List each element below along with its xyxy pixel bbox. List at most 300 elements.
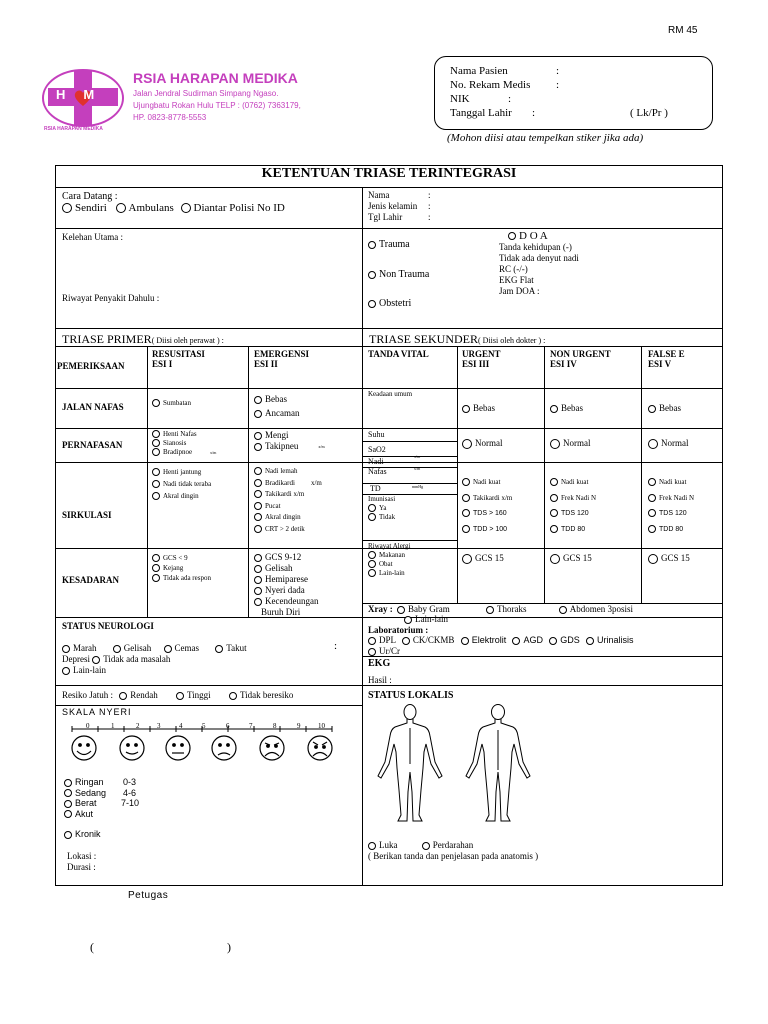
radio-sk-nonurgent-tds[interactable] (550, 506, 596, 522)
option-label: Tidak (379, 513, 396, 521)
radio-icon (254, 513, 262, 521)
radio-sumbatan[interactable] (152, 399, 191, 407)
option-label: Akut (75, 808, 94, 819)
radio-kejang[interactable] (152, 563, 211, 573)
logo-letters: HM (56, 87, 113, 102)
option-label: Bradipnoe (163, 448, 193, 456)
radio-icon (152, 468, 160, 476)
kesadaran-emergensi (254, 552, 318, 618)
option-label: Nyeri dada (265, 585, 305, 595)
option-label: Gelisah (123, 643, 152, 653)
option-label: Frek Nadi N (561, 494, 596, 502)
sirkulasi-urgent (462, 474, 512, 538)
pain-levels (64, 777, 140, 819)
col-text: ESI V (648, 359, 672, 369)
identity-fields: Nama : Jenis kelamin : Tgl Lahir : (368, 190, 431, 222)
radio-bebas[interactable] (254, 392, 299, 406)
doa-line: RC (-/-) (499, 264, 528, 274)
radio-icon (254, 396, 262, 404)
option-label: Nadi kuat (473, 478, 501, 486)
radio-icon (648, 405, 656, 413)
radio-icon (462, 494, 470, 502)
pain-number: 8 (273, 722, 277, 730)
radio-polisi[interactable] (181, 202, 285, 214)
option-label: Sumbatan (163, 399, 191, 407)
radio-cemas[interactable] (164, 643, 200, 653)
sekunder-sub: ( Diisi oleh dokter ) : (478, 336, 546, 345)
radio-sk-nonurgent-nadi[interactable] (550, 474, 596, 490)
pain-number: 9 (297, 722, 301, 730)
label-keadaan-umum: Keadaan umum (368, 390, 413, 398)
option-label: GCS 9-12 (265, 552, 302, 562)
label-nama: Nama (368, 190, 390, 200)
body-anatomy-icon (368, 700, 548, 825)
unit-label: x/m (210, 450, 217, 455)
radio-sk-false-frek[interactable] (648, 490, 694, 506)
radio-tinggi[interactable] (176, 690, 211, 700)
radio-urinalisis[interactable] (586, 635, 634, 645)
option-label: Makanan (379, 551, 406, 559)
option-label: Akral dingin (265, 513, 301, 521)
radio-icon (254, 565, 262, 573)
label-ekg-hasil: Hasil : (368, 675, 392, 685)
radio-sk-urgent-tds[interactable] (462, 506, 512, 522)
radio-alergi-lain[interactable] (368, 569, 410, 578)
option-label: Luka (379, 840, 398, 850)
option-label: GCS 15 (661, 553, 690, 563)
radio-icon (368, 271, 376, 279)
option-label: Bebas (265, 394, 287, 404)
col-text: ESI I (152, 359, 173, 369)
radio-sk-false-nadi[interactable] (648, 474, 694, 490)
radio-sk-urgent-nadi[interactable] (462, 474, 512, 490)
radio-sk-false-tdd[interactable] (648, 522, 694, 538)
option-label: Sendiri (75, 202, 107, 214)
col-pemeriksaan: PEMERIKSAAN (57, 361, 125, 371)
radio-icon (486, 606, 494, 614)
radio-thoraks[interactable] (486, 604, 527, 614)
radio-ks-false-gcs[interactable] (648, 553, 690, 564)
option-label: Nadi tidak teraba (163, 480, 212, 488)
sirkulasi-emergensi (254, 466, 322, 535)
radio-icon (229, 692, 237, 700)
col-urgent (462, 349, 501, 369)
radio-sedang[interactable] (64, 787, 137, 799)
radio-tidak-ada-masalah[interactable] (92, 654, 170, 664)
patient-fields: Nama Pasien : No. Rekam Medis : NIK : Tanggal Lahir : ( Lk/Pr ) (450, 65, 668, 119)
radio-icon (549, 637, 557, 645)
label-sao2: SaO2 (368, 445, 386, 454)
radio-icon (550, 509, 558, 517)
radio-sk-nonurgent-tdd[interactable] (550, 522, 596, 538)
radio-tidak-beresiko[interactable] (229, 690, 293, 700)
option-label: Bebas (659, 403, 681, 413)
option-label: Tidak ada masalah (103, 654, 171, 664)
sirkulasi-nonurgent (550, 474, 596, 538)
radio-sianosis[interactable] (152, 439, 216, 448)
radio-dpl[interactable] (368, 635, 396, 645)
radio-kecendeungan[interactable] (254, 596, 318, 607)
radio-icon (550, 525, 558, 533)
radio-icon (64, 800, 72, 808)
option-label: Lain-lain (415, 614, 448, 624)
radio-icon (461, 637, 469, 645)
radio-nadi-lemah[interactable] (254, 466, 322, 478)
radio-icon (586, 637, 594, 645)
option-label: Tidak beresiko (239, 690, 294, 700)
radio-alergi-obat[interactable] (368, 560, 410, 569)
option-label: TDD > 100 (473, 526, 508, 533)
label-nik: NIK (450, 93, 470, 105)
radio-sk-urgent-takikardi[interactable] (462, 490, 512, 506)
label-resiko-jatuh: Resiko Jatuh : (62, 690, 113, 700)
option-label: Henti jantung (163, 468, 202, 476)
radio-kronik[interactable] (64, 829, 101, 840)
radio-icon (64, 779, 72, 787)
col-text: EMERGENSI (254, 349, 310, 359)
label-tgl-lahir: Tgl Lahir (368, 212, 403, 222)
option-label: TDD 80 (561, 526, 586, 533)
option-label: Takipneu (265, 441, 299, 451)
radio-gds[interactable] (549, 635, 580, 645)
label-imunisasi: Imunisasi (368, 495, 396, 503)
label-xray: Xray : (368, 604, 393, 614)
radio-icon (116, 203, 126, 213)
option-label: Hemiparese (265, 574, 308, 584)
option-label: Henti Nafas (163, 430, 197, 438)
unit-label: x/m (318, 444, 325, 449)
radio-icon (368, 842, 376, 850)
logo-caption: RSIA HARAPAN MEDIKA (44, 126, 103, 132)
address-line-3: HP. 0823-8778-5553 (133, 113, 207, 122)
arrival-options (62, 202, 285, 216)
option-label: Kejang (163, 564, 184, 572)
label-durasi: Durasi : (67, 862, 96, 872)
option-label: Ur/Cr (379, 646, 400, 656)
unit-nadi: x/m (414, 454, 421, 459)
option-label: Perdarahan (432, 840, 474, 850)
label-riwayat-alergi: Riwayat Alergi (368, 542, 411, 550)
radio-pucat[interactable] (254, 501, 322, 513)
lokalis-note: ( Berikan tanda dan penjelasan pada anatomis ) (368, 851, 539, 861)
pain-scale-numbers (64, 722, 344, 732)
option-label: Sianosis (163, 439, 187, 447)
label-keluhan-utama: Kelehan Utama : (62, 232, 123, 242)
radio-icon (648, 494, 656, 502)
label-lkpr: ( Lk/Pr ) (630, 107, 668, 119)
sirkulasi-resusitasi (152, 466, 211, 502)
label-rekam-medis: No. Rekam Medis (450, 79, 531, 91)
row-label-jalan-nafas: JALAN NAFAS (62, 402, 124, 412)
radio-nyeri-dada[interactable] (254, 585, 318, 596)
radio-sk-urgent-tdd[interactable] (462, 522, 512, 538)
kesadaran-resusitasi (152, 553, 211, 583)
radio-icon (113, 645, 121, 653)
radio-icon (64, 831, 72, 839)
option-label: D O A (519, 230, 548, 242)
radio-ks-nonurgent-gcs[interactable] (550, 553, 592, 564)
sticker-note: (Mohon diisi atau tempelkan stiker jika ada) (447, 132, 644, 144)
option-label: Ambulans (128, 202, 174, 214)
radio-gcs-9-12[interactable] (254, 552, 318, 563)
radio-henti-nafas[interactable] (152, 430, 216, 439)
radio-icon (254, 479, 262, 487)
radio-ckmb[interactable] (402, 635, 455, 645)
radio-bradipnoe[interactable] (152, 448, 216, 457)
option-label: Kronik (75, 829, 101, 839)
radio-icon (164, 645, 172, 653)
radio-icon (254, 587, 262, 595)
option-label: Obat (379, 560, 393, 568)
arrival-label: Cara Datang : (62, 191, 118, 202)
unit-nafas: x/m (414, 466, 421, 471)
form-title: KETENTUAN TRIASE TERINTEGRASI (261, 166, 517, 181)
radio-abdomen[interactable] (559, 604, 633, 614)
triase-sekunder-header (369, 330, 545, 348)
radio-baby-gram[interactable] (397, 604, 450, 614)
radio-takikardi[interactable] (254, 489, 322, 501)
neuro-options-row2 (62, 654, 170, 665)
radio-ringan[interactable] (64, 777, 137, 788)
radio-takipneu[interactable] (254, 441, 325, 452)
option-label: TDS 120 (659, 510, 687, 517)
radio-ancaman[interactable] (254, 406, 299, 420)
option-label: Ya (379, 504, 387, 512)
radio-icon (648, 525, 656, 533)
pain-number: 4 (179, 722, 183, 730)
radio-pn-urgent-normal[interactable] (462, 438, 503, 449)
option-label: Cemas (174, 643, 199, 653)
address-line-1: Jalan Jendral Sudirman Simpang Ngaso. (133, 89, 279, 98)
option-label: Mengi (265, 430, 289, 440)
radio-icon (462, 554, 472, 564)
option-label: Berat (75, 798, 97, 808)
radio-icon (368, 569, 376, 577)
radio-icon (62, 203, 72, 213)
option-label: AGD (523, 635, 543, 645)
pernafasan-emergensi (254, 430, 325, 452)
option-label: Tinggi (187, 690, 211, 700)
radio-berat[interactable] (64, 798, 140, 809)
pain-number: 1 (111, 722, 115, 730)
radio-mengi[interactable] (254, 430, 325, 441)
sirkulasi-false (648, 474, 694, 538)
radio-neuro-lain[interactable] (62, 665, 106, 676)
riwayat-alergi-group (368, 542, 410, 578)
radio-icon (254, 554, 262, 562)
radio-icon (648, 478, 656, 486)
col-text: URGENT (462, 349, 501, 359)
radio-imunisasi-ya[interactable] (368, 504, 395, 513)
radio-icon (462, 509, 470, 517)
radio-icon (62, 667, 70, 675)
triase-primer-header (62, 330, 224, 348)
radio-imunisasi-tidak[interactable] (368, 513, 395, 522)
radio-icon (254, 502, 262, 510)
radio-icon (550, 439, 560, 449)
rm-number: RM 45 (668, 25, 698, 36)
label-ekg: EKG (368, 658, 391, 669)
radio-obstetri[interactable] (368, 298, 411, 311)
radio-crt[interactable] (254, 524, 322, 536)
radio-icon (368, 513, 376, 521)
row-label-pernafasan: PERNAFASAN (62, 440, 123, 450)
option-label: Akral dingin (163, 492, 199, 500)
radio-akut[interactable] (64, 809, 106, 820)
option-label: Marah (73, 643, 97, 653)
option-label: Urinalisis (596, 635, 634, 645)
pain-number: 7 (249, 722, 253, 730)
radio-icon (152, 564, 160, 572)
unit-label: x/m (310, 478, 322, 487)
option-label: Bradikardi (265, 478, 295, 487)
radio-icon (152, 492, 160, 500)
pain-number: 5 (202, 722, 206, 730)
doa-line: Tidak ada denyut nadi (499, 253, 579, 263)
radio-tidak-ada-respon[interactable] (152, 573, 211, 583)
radio-akral-dingin-resus[interactable] (152, 490, 211, 502)
radio-nadi-tidak-teraba[interactable] (152, 478, 211, 490)
doa-criteria (499, 242, 579, 297)
radio-luka[interactable] (368, 840, 398, 850)
radio-icon (368, 648, 376, 656)
label-td: TD (370, 484, 381, 493)
option-label: Lain-lain (73, 665, 106, 675)
radio-perdarahan[interactable] (422, 840, 473, 850)
radio-ambulans[interactable] (116, 202, 174, 214)
jalan-nafas-emergensi (254, 392, 299, 420)
radio-bradikardi[interactable] (254, 478, 322, 490)
doa-line: Tanda kehidupan (-) (499, 242, 572, 252)
option-label: CRT > 2 detik (265, 524, 305, 533)
radio-icon (404, 616, 412, 624)
neuro-colon: : (334, 640, 338, 652)
radio-icon (152, 574, 160, 582)
radio-takut[interactable] (215, 643, 246, 653)
radio-trauma[interactable] (368, 239, 410, 252)
radio-gcs-lt9[interactable] (152, 553, 211, 563)
row-label-kesadaran: KESADARAN (62, 575, 120, 585)
radio-icon (152, 480, 160, 488)
option-label: Rendah (130, 690, 158, 700)
option-label: Diantar Polisi No ID (193, 202, 285, 214)
label-nadi: Nadi (368, 457, 384, 466)
skala-nyeri-title: SKALA NYERI (62, 707, 132, 717)
option-label: Kecendeungan (265, 596, 319, 606)
radio-icon (648, 509, 656, 517)
option-label: GCS < 9 (163, 554, 188, 562)
radio-jn-false-bebas[interactable] (648, 403, 681, 414)
radio-icon (397, 606, 405, 614)
radio-jn-urgent-bebas[interactable] (462, 403, 495, 414)
col-tanda-vital: TANDA VITAL (368, 349, 429, 359)
option-label: Takikardi x/m (473, 494, 513, 502)
radio-icon (152, 554, 160, 562)
option-label: Trauma (379, 239, 410, 250)
radio-icon (550, 405, 558, 413)
status-lokalis-title: STATUS LOKALIS (368, 690, 454, 701)
radio-sk-false-tds[interactable] (648, 506, 694, 522)
unit-td: mmHg (412, 484, 424, 489)
option-label: Ringan (75, 777, 104, 787)
imunisasi-group (368, 495, 395, 522)
primer-title: TRIASE PRIMER (62, 332, 152, 346)
pain-number: 6 (226, 722, 230, 730)
radio-marah[interactable] (62, 643, 97, 653)
radio-icon (462, 439, 472, 449)
radio-hemiparese[interactable] (254, 574, 318, 585)
doa-line: EKG Flat (499, 275, 534, 285)
radio-henti-jantung[interactable] (152, 466, 211, 478)
option-label: Non Trauma (379, 269, 430, 280)
pain-number: 10 (318, 722, 325, 730)
option-label: Bebas (561, 403, 583, 413)
address-line-2: Ujungbatu Rokan Hulu TELP : (0762) 7363179, (133, 101, 301, 110)
radio-icon (254, 432, 262, 440)
radio-sk-nonurgent-frek[interactable] (550, 490, 596, 506)
radio-icon (152, 439, 160, 447)
label-lokasi: Lokasi : (67, 851, 97, 861)
radio-pn-false-normal[interactable] (648, 438, 689, 449)
radio-sendiri[interactable] (62, 202, 107, 214)
option-label: Pucat (265, 501, 281, 510)
radio-alergi-makanan[interactable] (368, 551, 410, 560)
radio-icon (368, 637, 376, 645)
radio-pn-nonurgent-normal[interactable] (550, 438, 591, 449)
radio-agd[interactable] (512, 635, 543, 645)
range-label: 7-10 (121, 798, 140, 808)
option-label: Normal (563, 438, 591, 448)
range-label: 0-3 (123, 777, 137, 787)
lab-options (368, 635, 634, 646)
hospital-logo (40, 66, 126, 134)
lokalis-options (368, 840, 473, 851)
hospital-name: RSIA HARAPAN MEDIKA (133, 70, 298, 86)
option-label: Bebas (473, 403, 495, 413)
radio-xray-lain[interactable] (404, 614, 448, 625)
radio-jn-nonurgent-bebas[interactable] (550, 403, 583, 414)
option-label: Nadi kuat (561, 478, 589, 486)
radio-gelisah-kes[interactable] (254, 563, 318, 574)
row-label-sirkulasi: SIRKULASI (62, 510, 112, 520)
radio-icon (152, 430, 160, 438)
petugas-label: Petugas (128, 890, 169, 901)
pain-number: 3 (157, 722, 161, 730)
radio-icon (152, 399, 160, 407)
radio-icon (64, 789, 72, 797)
option-label: Lain-lain (379, 569, 405, 577)
radio-elektrolit[interactable] (461, 635, 507, 645)
option-label: Normal (475, 438, 503, 448)
radio-ks-urgent-gcs[interactable] (462, 553, 504, 564)
col-non-urgent (550, 349, 611, 369)
radio-rendah[interactable] (119, 690, 158, 700)
col-text: FALSE E (648, 349, 685, 359)
radio-icon (512, 637, 520, 645)
radio-gelisah[interactable] (113, 643, 152, 653)
option-label: Tidak ada respon (163, 574, 211, 582)
radio-icon (402, 637, 410, 645)
radio-icon (368, 504, 376, 512)
label-tanggal-lahir: Tanggal Lahir (450, 107, 512, 119)
radio-akral-dingin-emerg[interactable] (254, 512, 322, 524)
radio-ur-cr[interactable] (368, 646, 400, 657)
petugas-bracket-open: ( (90, 940, 94, 954)
pernafasan-resusitasi (152, 430, 216, 457)
radio-non-trauma[interactable] (368, 269, 429, 282)
radio-icon (368, 560, 376, 568)
label-nama-pasien: Nama Pasien (450, 65, 508, 77)
